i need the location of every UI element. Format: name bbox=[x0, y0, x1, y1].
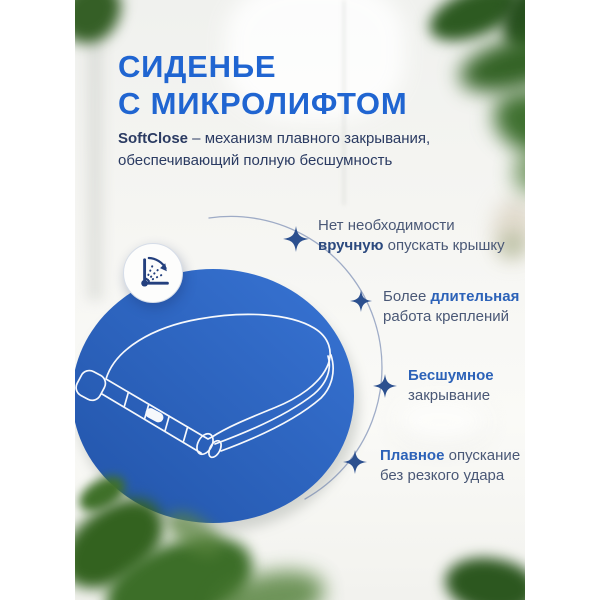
letterbox-right bbox=[525, 0, 600, 600]
sparkle-icon bbox=[373, 374, 397, 398]
subtitle bbox=[118, 128, 430, 172]
sparkle-icon bbox=[350, 290, 372, 312]
soft-close-motion-icon bbox=[129, 249, 177, 297]
letterbox-left bbox=[0, 0, 75, 600]
subtitle-line1: SoftClose – механизм плавного закрывания, bbox=[118, 130, 431, 147]
page-title bbox=[118, 48, 407, 122]
feature-fastener-life: Более длительная работа креплений bbox=[383, 288, 520, 325]
feature-smooth-lowering: Плавное опускание без резкого удара bbox=[380, 447, 521, 484]
sparkle-icon bbox=[283, 226, 309, 252]
feature-manual-lowering: Нет необходимости вручную опускать крышку bbox=[318, 217, 505, 254]
subtitle-line2: обеспечивающий полную бесшумность bbox=[118, 152, 393, 169]
brand-name: SoftClose bbox=[118, 130, 189, 147]
feature-silent-closing: Бесшумное закрывание bbox=[408, 367, 494, 404]
soft-close-badge bbox=[123, 243, 183, 303]
title-line2: С МИКРОЛИФТОМ bbox=[118, 86, 408, 121]
product-card-image bbox=[75, 0, 525, 600]
title-line1: СИДЕНЬЕ bbox=[118, 49, 277, 84]
